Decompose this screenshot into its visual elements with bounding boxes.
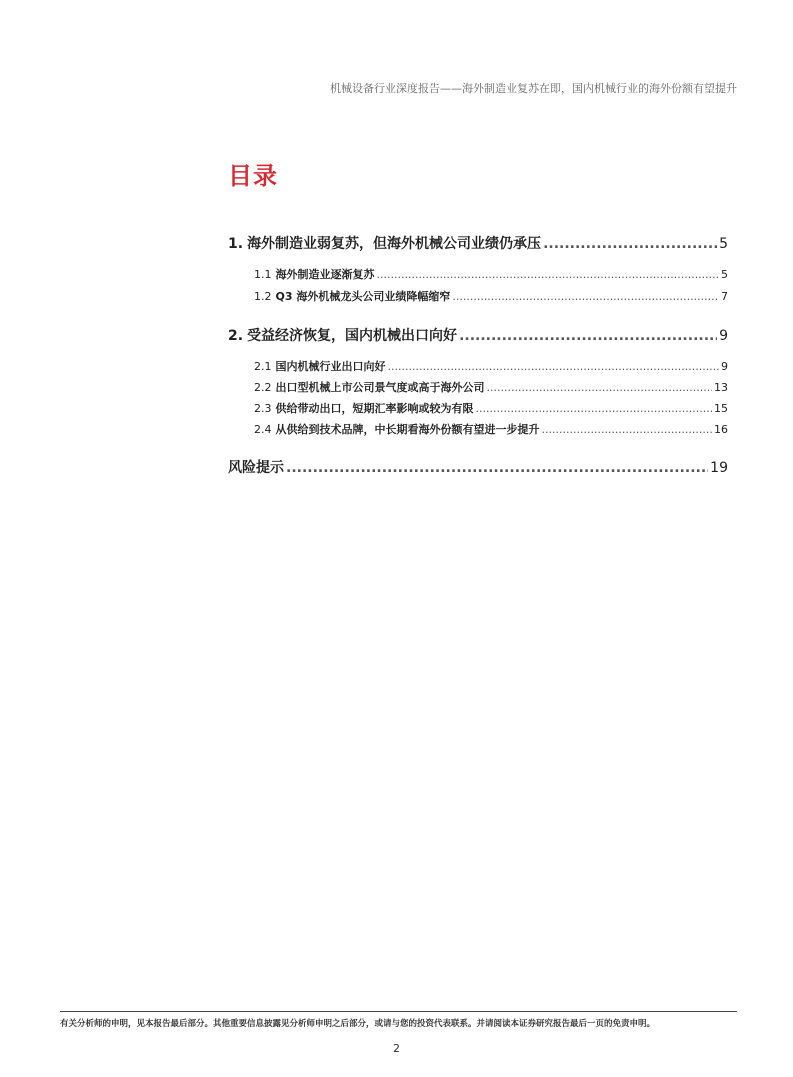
toc-entry-page: 9 <box>721 360 728 373</box>
toc-entry-text: 风险提示 <box>228 460 284 476</box>
toc-leader-dots <box>388 360 720 373</box>
toc-entry-2-1[interactable] <box>254 358 728 374</box>
toc-entry-2[interactable] <box>228 325 728 345</box>
running-header: 机械设备行业深度报告——海外制造业复苏在即，国内机械行业的海外份额有望提升 <box>330 82 737 95</box>
toc-entry-text: 供给带动出口，短期汇率影响或较为有限 <box>275 402 474 415</box>
toc-leader-dots <box>452 290 719 303</box>
toc-entry-page: 19 <box>710 460 728 476</box>
toc-entry-number: 2.4 <box>254 423 272 436</box>
toc-leader-dots <box>476 402 713 415</box>
toc-entry-text: 海外制造业逐渐复苏 <box>275 268 375 281</box>
toc-entry-number: 2.2 <box>254 381 272 394</box>
toc-entry-text: 受益经济恢复，国内机械出口向好 <box>247 328 458 344</box>
toc-entry-2-2[interactable] <box>254 379 728 395</box>
toc-entry-number: 2.1 <box>254 360 272 373</box>
toc-entry-number: 1.1 <box>254 268 272 281</box>
toc-entry-text: 出口型机械上市公司景气度或高于海外公司 <box>275 381 485 394</box>
footer-divider <box>60 1011 737 1012</box>
toc-entry-risk[interactable] <box>228 457 728 477</box>
footer-disclaimer: 有关分析师的申明，见本报告最后部分。其他重要信息披露见分析师申明之后部分，或请与您的投资代表联系。并请阅读本证券研究报告最后一页的免责申明。 <box>60 1019 656 1029</box>
toc-entry-page: 9 <box>719 328 728 344</box>
toc-entry-text: 国内机械行业出口向好 <box>275 360 386 373</box>
toc-entry-number: 1. <box>228 236 244 252</box>
toc-entry-page: 15 <box>714 402 728 415</box>
toc-leader-dots <box>487 381 713 394</box>
toc-entry-1-1[interactable] <box>254 266 728 282</box>
toc-entry-page: 13 <box>714 381 728 394</box>
toc-entry-page: 5 <box>719 236 728 252</box>
toc-entry-number: 2.3 <box>254 402 272 415</box>
page-number: 2 <box>393 1042 400 1055</box>
toc-entry-number: 1.2 <box>254 290 272 303</box>
toc-entry-page: 16 <box>714 423 728 436</box>
toc-entry-number: 2. <box>228 328 244 344</box>
toc-leader-dots <box>543 236 717 252</box>
toc-leader-dots <box>459 328 717 344</box>
toc-leader-dots <box>286 460 708 476</box>
toc-entry-2-4[interactable] <box>254 421 728 437</box>
toc-entry-page: 5 <box>721 268 728 281</box>
toc-entry-text: Q3 海外机械龙头公司业绩降幅缩窄 <box>275 290 451 303</box>
toc-entry-text: 海外制造业弱复苏，但海外机械公司业绩仍承压 <box>247 236 542 252</box>
toc-entry-page: 7 <box>721 290 728 303</box>
toc-entry-1[interactable] <box>228 233 728 253</box>
toc-entry-text: 从供给到技术品牌，中长期看海外份额有望进一步提升 <box>275 423 540 436</box>
toc-title: 目录 <box>228 162 278 190</box>
toc-entry-1-2[interactable] <box>254 288 728 304</box>
toc-entry-2-3[interactable] <box>254 400 728 416</box>
toc-leader-dots <box>542 423 713 436</box>
toc-leader-dots <box>377 268 720 281</box>
